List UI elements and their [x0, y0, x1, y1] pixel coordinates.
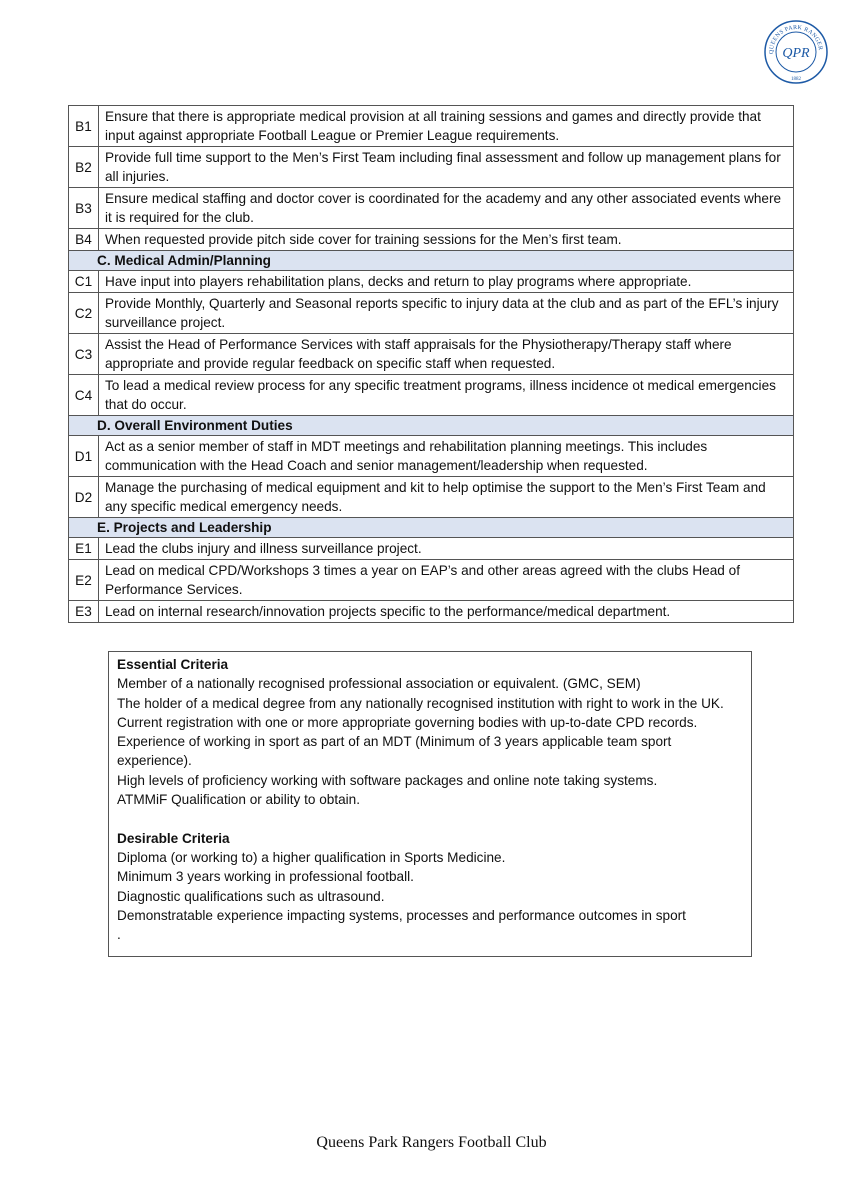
section-row	[69, 416, 794, 436]
duty-text: Ensure medical staffing and doctor cover is coordinated for the academy and any other associated events where it is required for the club.	[99, 188, 794, 229]
duty-text: Lead on internal research/innovation projects specific to the performance/medical department.	[99, 601, 794, 623]
section-title: E. Projects and Leadership	[69, 518, 794, 538]
duty-code: C4	[69, 375, 99, 416]
duty-row	[69, 601, 794, 623]
essential-criteria-heading: Essential Criteria	[117, 657, 229, 672]
duty-text: Lead on medical CPD/Workshops 3 times a year on EAP’s and other areas agreed with the clubs Head of Performance Services.	[99, 560, 794, 601]
duty-text: Have input into players rehabilitation plans, decks and return to play programs where appropriate.	[99, 271, 794, 293]
duty-row	[69, 147, 794, 188]
criteria-item: Current registration with one or more appropriate governing bodies with up-to-date CPD records.	[117, 714, 698, 730]
duty-row	[69, 375, 794, 416]
duty-row	[69, 538, 794, 560]
duty-row	[69, 271, 794, 293]
crest-year: 1882	[791, 77, 801, 82]
duty-code: E2	[69, 560, 99, 601]
duty-row	[69, 188, 794, 229]
duty-code: B3	[69, 188, 99, 229]
duty-code: E3	[69, 601, 99, 623]
criteria-box	[108, 651, 752, 957]
criteria-item: Demonstratable experience impacting systems, processes and performance outcomes in sport	[117, 907, 686, 923]
section-title: C. Medical Admin/Planning	[69, 251, 794, 271]
desirable-criteria-heading: Desirable Criteria	[117, 830, 230, 846]
duty-text: Provide full time support to the Men’s First Team including final assessment and follow up management plans for all injuries.	[99, 147, 794, 188]
duty-row	[69, 229, 794, 251]
duty-text: Manage the purchasing of medical equipment and kit to help optimise the support to the Men’s First Team and any specific medical emergency needs.	[99, 477, 794, 518]
desirable-criteria-list	[117, 848, 743, 944]
duty-text: Provide Monthly, Quarterly and Seasonal reports specific to injury data at the club and as part of the EFL’s injury surveillance project.	[99, 293, 794, 334]
criteria-item: ATMMiF Qualification or ability to obtain.	[117, 792, 361, 808]
duty-code: C3	[69, 334, 99, 375]
duty-text: To lead a medical review process for any specific treatment programs, illness incidence ot medical emergencies that do occur.	[99, 375, 794, 416]
duty-text: Assist the Head of Performance Services with staff appraisals for the Physiotherapy/Therapy staff where appropriate and provide regular feedback on specific staff when requested.	[99, 334, 794, 375]
criteria-item: The holder of a medical degree from any nationally recognised institution with right to work in the UK.	[117, 695, 724, 711]
svg-text:QUEENS PARK RANGERS: QUEENS PARK RANGER	[768, 24, 824, 55]
section-row	[69, 251, 794, 271]
duty-row	[69, 334, 794, 375]
duty-row	[69, 477, 794, 518]
criteria-item: Diagnostic qualifications such as ultrasound.	[117, 888, 385, 904]
duty-row	[69, 293, 794, 334]
duties-table	[68, 105, 794, 623]
club-crest-logo	[764, 20, 828, 84]
criteria-item: High levels of proficiency working with software packages and online note taking systems.	[117, 772, 658, 788]
section-title: D. Overall Environment Duties	[69, 416, 794, 436]
duty-text: Lead the clubs injury and illness surveillance project.	[99, 538, 794, 560]
essential-criteria-list	[117, 674, 743, 809]
criteria-item: Diploma (or working to) a higher qualification in Sports Medicine.	[117, 849, 506, 865]
duty-code: E1	[69, 538, 99, 560]
duty-code: B1	[69, 106, 99, 147]
page-footer: Queens Park Rangers Football Club	[316, 1134, 547, 1151]
duty-text: Act as a senior member of staff in MDT meetings and rehabilitation planning meetings. This includes communication with the Head Coach and senior management/leadership when requested.	[99, 436, 794, 477]
section-row	[69, 518, 794, 538]
duty-code: B2	[69, 147, 99, 188]
duty-row	[69, 560, 794, 601]
criteria-item: Minimum 3 years working in professional football.	[117, 869, 414, 885]
criteria-item: .	[117, 927, 121, 943]
duty-code: D2	[69, 477, 99, 518]
duty-code: D1	[69, 436, 99, 477]
criteria-item: Member of a nationally recognised professional association or equivalent. (GMC, SEM)	[117, 676, 641, 692]
duty-code: C1	[69, 271, 99, 293]
crest-monogram: QPR	[782, 46, 810, 61]
duty-text: Ensure that there is appropriate medical provision at all training sessions and games and directly provide that input against appropriate Football League or Premier League requirements.	[99, 106, 794, 147]
duty-code: B4	[69, 229, 99, 251]
duty-text: When requested provide pitch side cover for training sessions for the Men’s first team.	[99, 229, 794, 251]
duty-row	[69, 106, 794, 147]
duty-code: C2	[69, 293, 99, 334]
criteria-item: Experience of working in sport as part of an MDT (Minimum of 3 years applicable team sport experience).	[117, 734, 672, 769]
duty-row	[69, 436, 794, 477]
